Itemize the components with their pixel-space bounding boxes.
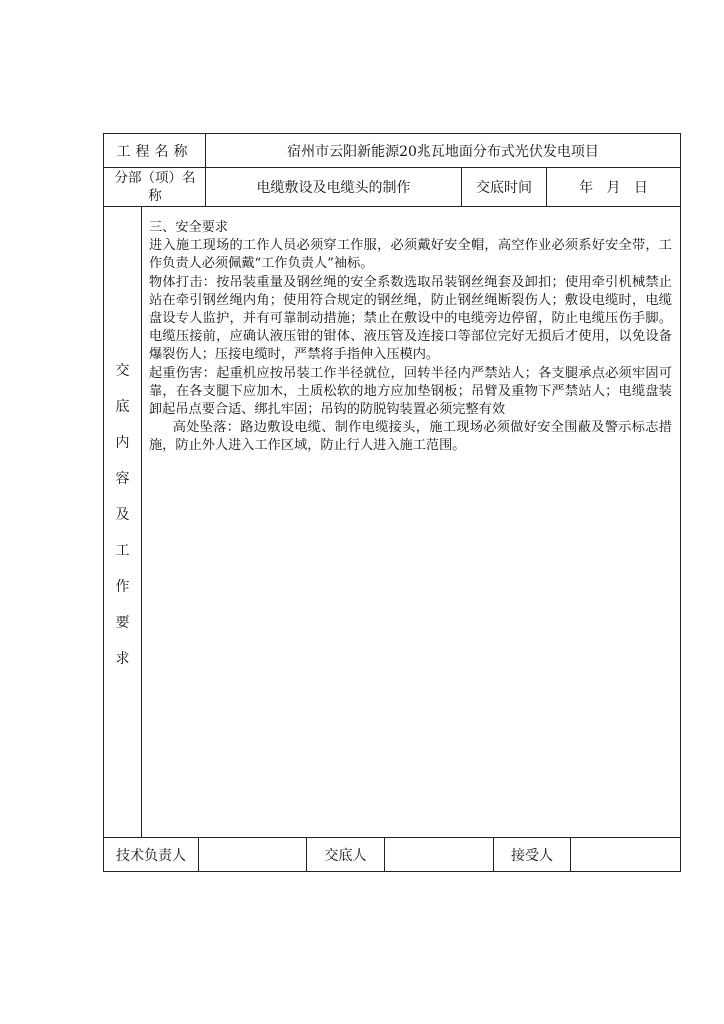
content-paragraph: 进入施工现场的工作人员必须穿工作服，必须戴好安全帽，高空作业必须系好安全带，工作负责人必须佩戴“工作负责人”袖标。 [149,238,672,272]
briefing-date-label: 交底时间 [476,180,532,196]
content-label-char: 容 [115,471,130,487]
briefing-date-value: 年 月 日 [579,180,648,196]
content-label-char: 作 [115,579,130,595]
content-label-char: 工 [115,543,130,559]
content-label-char: 底 [115,399,130,415]
table-border-bottom [103,871,681,872]
content-label-char: 及 [115,507,130,523]
content-label-char: 要 [115,615,130,631]
section-name-label: 分部（项）名称 [114,170,196,204]
content-paragraph: 物体打击：按吊装重量及钢丝绳的安全系数选取吊装钢丝绳套及卸扣；使用牵引机械禁止站在牵引钢丝绳内角；使用符合规定的钢丝绳，防止钢丝绳断裂伤人；敷设电缆时，电缆盘设专人监护，并有可靠制动措施；禁止在敷设中的电缆旁边停留，防止电缆压伤手脚。电缆压接前，应确认液压钳的钳体、液压管及连接口等部位完好无损后才使用，以免设备爆裂伤人；压接电缆时，严禁将手指伸入压模内。 [149,274,672,363]
section-name-value: 电缆敷设及电缆头的制作 [256,180,411,196]
content-label [104,353,141,677]
content-label-char: 交 [115,363,130,379]
briefing-content [142,219,680,456]
content-label-char: 求 [115,651,130,667]
briefer-signature[interactable] [385,838,493,871]
content-label-char: 内 [115,435,130,451]
tech-lead-label: 技术负责人 [116,847,186,864]
project-name-value: 宿州市云阳新能源20兆瓦地面分布式光伏发电项目 [287,143,599,160]
briefer-label: 交底人 [324,847,367,864]
tech-lead-signature[interactable] [199,838,306,871]
content-paragraph: 起重伤害：起重机应按吊装工作半径就位，回转半径内严禁站人；各支腿承点必须牢固可靠，在各支腿下应加木，土质松软的地方应加垫钢板；吊臂及重物下严禁站人；电缆盘装卸起吊点要合适、绑扎牢固；吊钩的防脱钩装置必须完整有效 [149,365,672,418]
table-border-right [680,133,681,872]
content-paragraph: 高处坠落：路边敷设电缆、制作电缆接头，施工现场必须做好安全围蔽及警示标志措施，防止外人进入工作区域，防止行人进入施工范围。 [149,420,672,454]
receiver-label: 接受人 [511,847,553,864]
project-name-label: 工程名称 [116,143,193,160]
table-rule-2 [103,206,681,207]
receiver-signature[interactable] [571,838,680,871]
content-heading: 三、安全要求 [149,220,229,235]
